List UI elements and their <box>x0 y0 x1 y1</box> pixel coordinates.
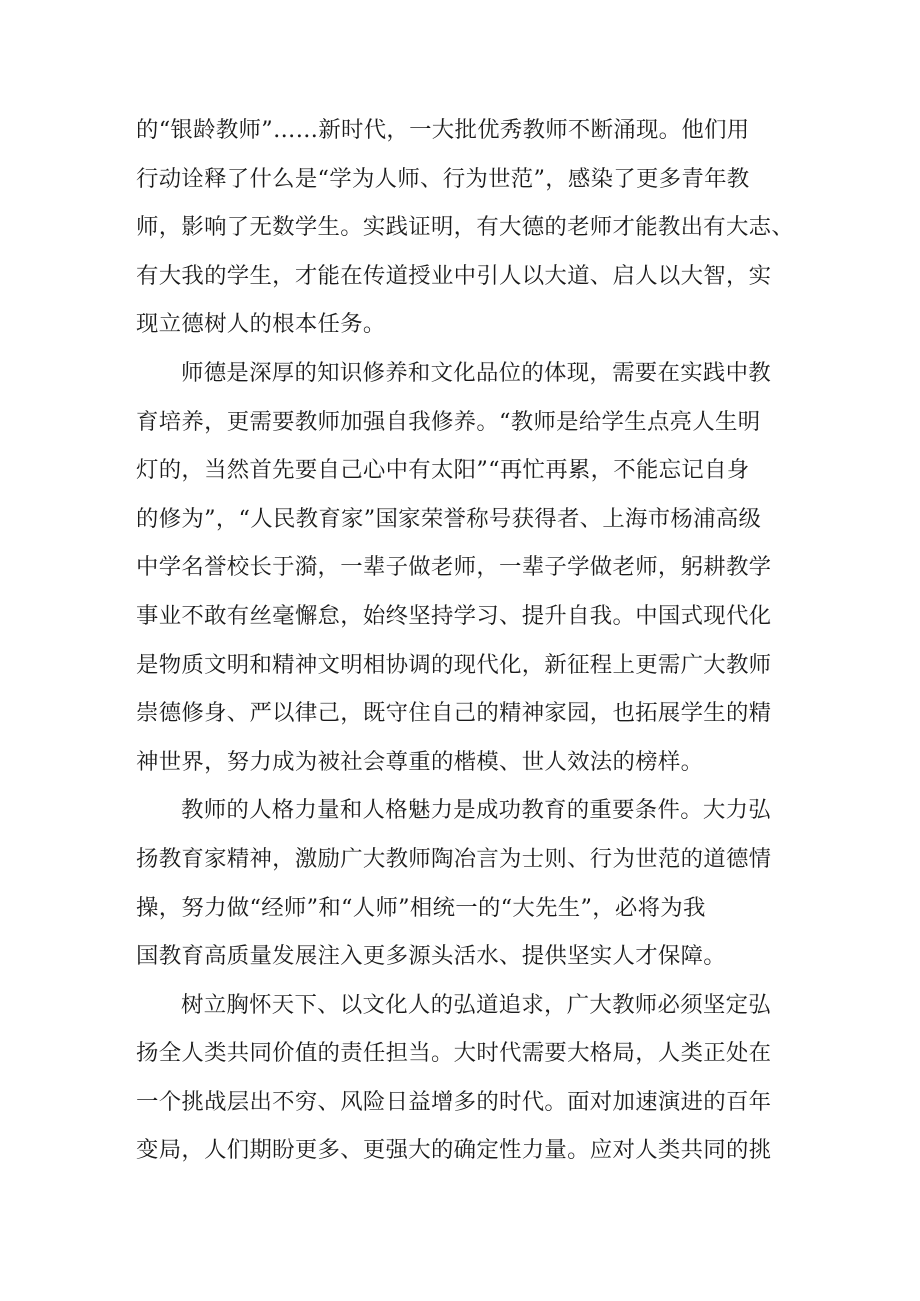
text-line: 扬全人类共同价值的责任担当。大时代需要大格局，人类正处在 <box>136 1040 772 1067</box>
text-line: 中学名誉校长于漪，一辈子做老师，一辈子学做老师，躬耕教学 <box>136 554 772 581</box>
text-line: 是物质文明和精神文明相协调的现代化，新征程上更需广大教师 <box>136 651 772 678</box>
text-line: 有大我的学生，才能在传道授业中引人以大道、启人以大智，实 <box>136 262 772 289</box>
text-line: 灯的，当然首先要自己心中有太阳”“再忙再累，不能忘记自身 <box>136 457 750 484</box>
text-line: 现立德树人的根本任务。 <box>136 311 386 338</box>
text-line: 操，努力做“经师”和“人师”相统一的“大先生”，必将为我 <box>136 894 706 921</box>
text-line: 的“银龄教师”……新时代，一大批优秀教师不断涌现。他们用 <box>136 117 750 143</box>
paragraph-first-line: 教师的人格力量和人格魅力是成功教育的重要条件。大力弘 <box>181 797 771 824</box>
text-line: 一个挑战层出不穷、风险日益增多的时代。面对加速演进的百年 <box>136 1088 772 1115</box>
text-line: 扬教育家精神，激励广大教师陶冶言为士则、行为世范的道德情 <box>136 845 772 872</box>
text-line: 师，影响了无数学生。实践证明，有大德的老师才能教出有大志、 <box>136 214 795 241</box>
body-text <box>136 106 795 1175</box>
paragraph-first-line: 师德是深厚的知识修养和文化品位的体现，需要在实践中教 <box>181 359 771 386</box>
text-line: 崇德修身、严以律己，既守住自己的精神家园，也拓展学生的精 <box>136 700 772 727</box>
text-line: 育培养，更需要教师加强自我修养。“教师是给学生点亮人生明 <box>136 408 761 435</box>
text-line: 神世界，努力成为被社会尊重的楷模、世人效法的榜样。 <box>136 748 704 775</box>
text-line: 变局，人们期盼更多、更强大的确定性力量。应对人类共同的挑 <box>136 1137 772 1164</box>
text-line: 的修为”，“人民教育家”国家荣誉称号获得者、上海市杨浦高级 <box>136 505 762 532</box>
paragraph-first-line: 树立胸怀天下、以文化人的弘道追求，广大教师必须坚定弘 <box>181 991 771 1018</box>
text-line: 行动诠释了什么是“学为人师、行为世范”，感染了更多青年教 <box>136 165 750 192</box>
text-line: 事业不敢有丝毫懈怠，始终坚持学习、提升自我。中国式现代化 <box>136 602 772 629</box>
text-line: 国教育高质量发展注入更多源头活水、提供坚实人才保障。 <box>136 943 726 970</box>
